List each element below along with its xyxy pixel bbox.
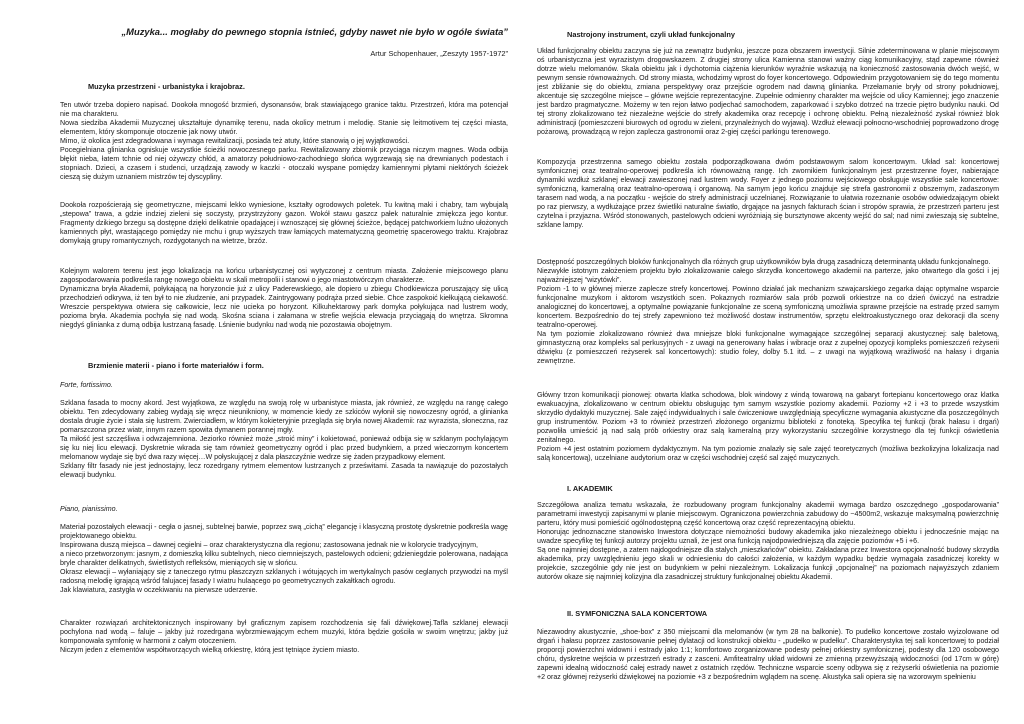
section-heading-urbanistyka: Muzyka przestrzeni - urbanistyka i krajobraz.	[88, 82, 245, 91]
paragraph-krajobraz: Dookoła rozpościerają się geometryczne, miejscami lekko wyniesione, kształty ogrodowych poletek. Tu kwitną maki i chabry, tam wybujalą „stepowa” trawa, a gdzie indziej zieleni się soczysty, przystrzyżony gazon. Wokół stawu gaszcz pałek naturalnie zmiękcza jego kontur. Fragmenty dzikiego brzegu są dostępne dzięki delikatnie opadającej i wznoszącej się głównej ścieżce, będącej patchworkiem luźno ułożonych kamiennych płyt, wrastającego pomiędzy nie mchu i grup wyższych traw łamiących matematyczną geometrię spacerowego traktu. Krajobraz domykają grupy romantycznych, rozdygotanych na wietrze, brzóz.	[60, 201, 508, 245]
paragraph-dostepnosc: Dostępność poszczególnych bloków funkcjonalnych dla różnych grup użytkowników była drugą zasadniczą determinantą układu funkcjonalnego. Niezwykłe istotnym założeniem projektu było zlokalizowanie całego skrzydła koncertowego akademii na parterze, jako otwartego dla gości i jej najważniejszej “wizytówki”. Poziom -1 to w głównej mierze zaplecze strefy koncertowej. Powinno działać jak mechanizm szwajcarskiego zegarka dając optymalne wsparcie funkcjonalne muzykom i aktorom wszystkich scen. Pokaznych rozmiarów sala prób pozwoli orkiestrze na co dzień ćwiczyć na estradzie analogicznej do koncertowej, a optymalne powiązanie funkcjonalne ze sceną symfoniczną umożliwia sprawne przejście na estradę przed samym koncertem. Bezpośrednio do tej strefy zapewniono też możliwość dostaw instrumentów, sprzętu elektroakustycznego oraz dekoracji dla sceny teatralno-operowej. Na tym poziomie zlokalizowano również dwa mniejsze bloki funkcjonalne wymagające szczególnej separacji akustycznej: salę baletową, gimnastyczną oraz kompleks sal perkusyjnych - z uwagi na generowany hałas i wibracje oraz z zupełnej opozycji kompleks pomieszczeń reżyserii dźwięku (z pomieszczeń reżyserek sal koncertowych): studio foley, dolby 5.1 itd. – z uwagi na wyjątkową wrażliwość na hałasy i drgania zewnętrzne.	[537, 258, 999, 365]
epigraph-quote: „Muzyka... mogłaby do pewnego stopnia istnieć, gdyby nawet nie było w ogóle świata”	[121, 26, 508, 37]
paragraph-szklana-fasada: Szklana fasada to mocny akord. Jest wyjątkowa, ze względu na swoją rolę w urbanistyce miasta, jak również, ze względu na rangę całego obiektu. Ten zdecydowany zabieg wydają się wręcz nieunikniony, w momencie kiedy ze szkiców wyłonił się nowoczesny ogród, a glinianka dostala drugie życie i stała się lustrem. Zwierciadłem, w którym kokieteryjnie przegląda się bryła nowej Akademii: raz wyrazista, słoneczna, raz pomarszczona przez wiatr, innym razem spowita dymanem porannej mgły. Ta miłość jest szczęśliwa i odwzajemniona. Jeziorko również może „stroić miny” i kokietować, ponieważ odbija się w szklanym pochylającym się ku niej licu elewacji. Dyskretnie wkrada się tam również geometryczny ogród i plac przed budynkiem, a przed wieczornym koncertem melomanow wydaje się być dwa razy więcej…W połyskującej z dala płaszczyźnie wedrze się żaden przypadkowy element. Szklany filtr fasady nie jest jednostajny, lecz rozedrgany rytmem elementow lustrzanych z prześwitami. Zasada ta nawiązuje do pozostałych elewacji budynku.	[60, 399, 508, 479]
paragraph-kompozycja: Kompozycja przestrzenna samego obiektu została podporządkowana dwóm podstawowym salom koncertowym. Układ sal: koncertowej symfonicznej oraz teatralno-operowej podkreśla ich równoważną rangę. Ich zwornikiem funkcjonalnym jest przestrzenne foyer, nabierające dynamiki wzdłuż szklanej elewacji zawieszonej nad lustrem wody. Foyer z jednego poziomu wejściowego obsługuje wszystkie sale koncertowe: symfoniczną, kameralną oraz teatralno-operową i organową. Na samym jego końcu znajduje się strefa gastronomii z obszernym, zadaszonym tarasem nad wodą, a na początku - wejście do strefy administracji uczelnianej. Rozwiązanie to ułatwia rozeznanie osobów odwiedzającym obiekt po raz pierwszy, a wydłużające przez świetliki naturalne światło, drgające na jasnych fakturach ścian i stropów sprawia, że przestrzeń parteru jest czytelna i przyjazna. Wśród stonowanych, pastelowych odcieni wyróżniają się bursztynowe akcenty wejść do sal; nad nimi zwieszają się subtelne, szklane lampy.	[537, 158, 999, 229]
paragraph-wejscia: Układ funkcjonalny obiektu zaczyna się już na zewnątrz budynku, jeszcze poza obszarem inwestycji. Silnie zdeterminowana w planie miejscowym oś urbanistyczna jest wyrazistym drogowskazem. Z drugiej strony ulica Kamienna stanowi ważny ciąg komunikacyjny, stąd zapewne również dotrze wielu melomanów. Skala obiektu jak i dychotomia ciążenia kierunków wyraźnie wskazują na konieczność zastosowania dwóch wejść, w pewnym sensie równoważnych. Od strony miasta, wchodzimy wprost do foyer koncertowego. Odpowiednim przygotowaniem się do tego momentu jest zbliżanie się do obiektu, zmiana perspektywy oraz przejście ogrodem nad dawną glinianka. Przełamanie bryły od strony południowej, akcentuje się szczególne miejsce – główne wejście reprezentacyjne. Zupełnie odmienny charakter ma wejście od ulicy Kamiennej; jego znaczenie jest bardzo pragmatyczne. Możemy w ten rejon łatwo podjechać samochodem, zaparkować i szybko dotrzeć na trzecie piętro budynku nauki. Od tej strony zlokalizowano też niezależne wejście do strefy akademika oraz recepcję i ochronę obiektu. Pełną niezależność zyskał również blok administracji (pomieszczeni biurowych od ogrodu w zieleni, przynależnych do wyjawą). Wzdłuż elewacji połnocno-wschodniej poprowadzono drogę pożarową, prowadzącą w rejon zaplecza gastronomii oraz 2-giej części parkingu terenowego.	[537, 47, 999, 136]
epigraph-attribution: Artur Schopenhauer, „Zeszyty 1957-1972”	[370, 49, 508, 58]
subheading-forte: Forte, fortissimo.	[60, 381, 113, 389]
paragraph-lokalizacja: Kolejnym walorem terenu jest jego lokalizacja na końcu urbanistycznej osi wytyczonej z centrum miasta. Założenie miejscowego planu zagospodarowania podkreśla rangę nowego obiektu w skali metropolii i stanowi o jego miastotwórczym charakterze. Dynamiczna bryła Akademii, połykającą na horyzoncie już z ulicy Paderewskiego, ale dopiero u zbiegu Chodkiewicza poruszający się ulicą przechodzień odkrywa, iż ten był to nie złudzenie, ani przypadek. Zaintrygowany podrąża przed siebie. Chce zaspokoić kiełkującą ciekawość. Wreszcie perspektywa otwiera się całkowicie, lecz nie ucieka po horyzont. Kilkuhektarowy park domyka połykująca nad lustrem wody, pozioma bryła. Akademia pochyła się nad wodą. Skośna sciana i załamana w strefie wejścia elewacja przyciągają do wnętrza. Skromna niegdyś glinianka z dumą odbija lustrzaną fasadę. Lśnienie budynku nad wodą nie pozostawia obojętnym.	[60, 267, 508, 329]
section-heading-uklad-funkcjonalny: Nastrojony instrument, czyli układ funkcjonalny	[567, 30, 735, 39]
section-heading-akademik: I. AKADEMIK	[567, 484, 613, 493]
subheading-piano: Piano, pianissimo.	[60, 505, 118, 513]
paragraph-akademik: Szczegółowa analiza tematu wskazała, że rozbudowany program funkcjonalny akademii wymaga bardzo oszczędnego „gospodarowania” parametrami inwestycji zapisanymi w planie miejscowym. Ograniczona powierzchnia zabudowy do ~4500m2, wskazuje maksymalną powierzchnię parteru, który musi pomieścić ogólnodostępną część koncertową oraz część reprezentacyjną obiektu. Honorując jednoznaczne stanowisko Inwestora dotyczące niemożności budowy akademika jako niezależnego obiektu i jednocześnie mając na uwadze specyfikę tej funkcji autorzy projektu uznali, że jest ona funkcją najodpowiedniejszą dla zajęcie poziomów +5 i +6. Są one najmniej dostępne, a zatem najdogodniejsze dla stalych „mieszkańców” obiektu. Zakładana przez Inwestora opcjonalność budowy skrzydła akademika, przy uwzględnieniu jego skali w odniesieniu do całości założenia, w każdym wypadku będzie wymagała zasadniczej korekty w projekcie, szczególnie gdy nie jest on budynkiem w pełni niezależnym. Lokalizacja funkcji „opcjonalnej” na poziomach najwyższych zdaniem autorów okaze się najmniej kolizyjna dla zasadniczej struktury funkcjonalnej obiektu Akademii.	[537, 501, 999, 581]
paragraph-sala-koncertowa: Niezawodny akustycznie, „shoe-box” z 350 miejscami dla melomanów (w tym 28 na balkonie). To pudełko koncertowe zostało wyizolowane od drgań i hałasu poprzez zastosowanie pełnej dylatacji od konstrukcji obiektu - „pudełko w pudełku”. Charakterystyka tej sali koncertowej to podział proporcji powierzchni widowni i estrady jako 1:1; komfortowo zorganizowane podesty pełnej orkiestry symfonicznej, podesty dla 120 osobowego chóru, dyskretne wejścia w przestrzeń estrady z zasceni. Amfiteatralny układ widowni ze zmienną przewyższają widoczności (od 17cm w górę) zapewni idealną widoczność całej estrady nawet z ostatnich rzędów. Techniczne wsparcie sceny odbywa się z reżyserki oświetlenia na poziomie +2 oraz głównej reżyserki dźwiękowej na poziomie +3 z bezpośrednim wglądem na scenę. Akustyka sali opiera się na wzorowym spełnieniu	[537, 628, 999, 681]
paragraph-komunikacja: Główny trzon komunikacji pionowej: otwarta klatka schodowa, blok windowy z windą towarową na gabaryt fortepianu koncertowego oraz klatka ewakuacyjna, zlokalizowano w centrum obiektu obsługując tym samym wszystkie poziomy akademii. Poziomy +2 i +3 to przede wszystkim skrzydło dydaktyki muzycznej. Sale zajęć indywidualnych i sale ćwiczeniowe uwzględniają specyficzne wymagania akustyczne dla poszczególnych grup instrumentów. Poziom +3 to również przestrzeń złożonego organizmu biblioteki z fonoteką. Specyfika tej funkcji (brak hałasu i drgań) pozwoliła umieścić ją nad salą prób orkiestry oraz salą kameralną przy wykorzystaniu szczególnie korzystnego dla tej funkcji oświetlenia zenitalnego. Poziom +4 jest ostatnim poziomem dydaktycznym. Na tym poziomie znalazły się sale zajęć teoretycznych (możliwa bezkolizyjna lokalizacja nad salą koncertową), uczelniane audytorium oraz w części wschodniej część sal zajęć muzycznych.	[537, 391, 999, 462]
paragraph-fala-dzwiekowa: Charakter rozwiązań architektonicznych inspirowany był graficznym zapisem rozchodzenia się fali dźwiękowej.Tafla szklanej elewacji pochylona nad wodą – faluje – jakby już rozedrgana wybrzmiewającym echem muzyki, która będzie gościła w swoim wnętrzu; jakby już komponowała symfonię w harmonii z całym otoczeniem. Niczym jeden z elementów współtworzących wielką orkiestrę, którą jest tętniące życiem miasto.	[60, 619, 508, 654]
section-heading-brzmienie: Brzmienie materii - piano i forte materiałów i form.	[88, 361, 264, 370]
paragraph-urbanistyka: Ten utwór trzeba dopiero napisać. Dookoła mnogość brzmień, dysonansów, brak stawiającego granice taktu. Przestrzeń, która ma potencjał nie ma charakteru. Nowa siedziba Akademii Muzycznej ukształtuje dynamikę terenu, nada okolicy metrum i melodię. Stanie się leitmotivem tej części miasta, elementem, który skomponuje otoczenie jak nowy utwór. Mimo, iż okolica jest zdegradowana i wymaga rewitalizacji, posiada też atuty, które stanowią o jej wyjątkowości. Pocegielniana glinianka ogniskuje wszystkie ścieżki nowoczesnego parku. Rewitalizowany zbiornik przyciąga niczym magnes. Woda odbija błękit nieba, łatem tchnie od niej ożywczy chłód, a amatorzy południowo-zachodniego słońca wygrzewają się na drewnianych podestach i stopniach. Dzieci, a czasem i studenci, urządzają zawody w kaczki - otoczaki wyspane pomiędzy kamiennymi płytami niektórych ścieżek cieszą się dużym uznaniem mistrzów tej dyscypliny.	[60, 101, 508, 181]
section-heading-sala-koncertowa: II. SYMFONICZNA SALA KONCERTOWA	[567, 609, 708, 618]
paragraph-cegla: Materiał pozostałych elewacji - cegła o jasnej, subtelnej barwie, poprzez swą „cichą” elegancję i klasyczną prostotę dyskretnie podkreśla wagę projektowanego obiektu. Inspirowana duszą miejsca – dawnej cegielni – oraz charakterystyczna dla regionu; zastosowana jednak nie w kolorycie tradycyjnym, a nieco przetworzonym: jasnym, z domieszką kilku subtelnych, nieco ciemniejszych, pastelowych odcieni; gdzieniegdzie polerowana, nadająca bryle charakter delikatnych, świetlistych refleksów, mieniących się w słońcu. Okrasz elewacji – wyłaniający się z taneczego rytmu płaszczyzn szklanych i wótujących im wertykalnych pasów ceglanych przywodzi na myśl radosną melodię igrającą wśród falujacej fasady I wiatru hulaącego po geometrycznych zakałtkach ogrodu. Jak klawiatura, zastygła w oczekiwaniu na pierwsze uderzenie.	[60, 523, 508, 594]
